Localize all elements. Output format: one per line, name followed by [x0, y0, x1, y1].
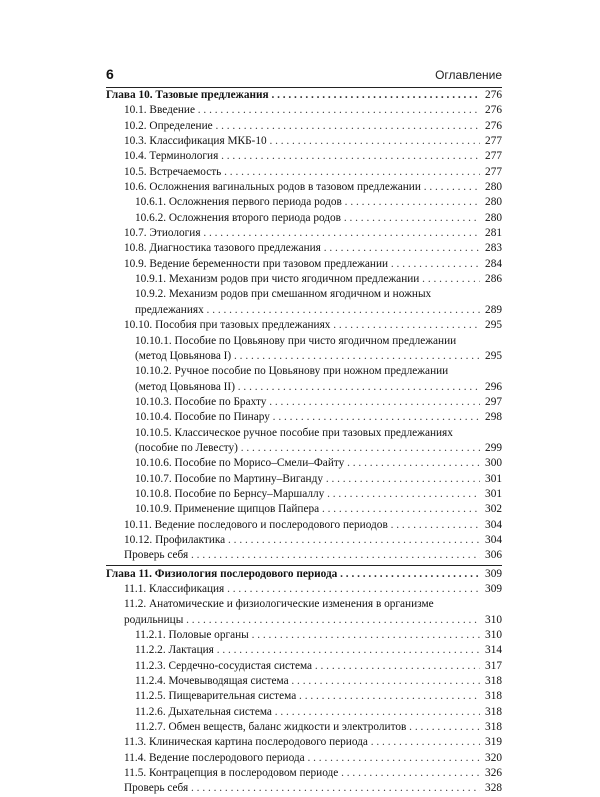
toc-entry-page: 314	[485, 644, 502, 657]
toc-entry	[106, 597, 502, 612]
toc-entry	[106, 318, 502, 333]
toc-entry-title: 10.10. Пособия при тазовых предлежаниях . . .	[106, 318, 480, 333]
toc-entry	[106, 659, 502, 674]
toc-entry-title: 10.10.7. Пособие по Мартину–Виганду . . .	[106, 472, 480, 487]
toc-entry	[106, 134, 502, 149]
toc-entry-page: 295	[485, 349, 502, 362]
toc-entry	[106, 410, 502, 425]
toc-entry-page: 280	[485, 211, 502, 224]
toc-entry-title: 10.4. Терминология . . .	[106, 149, 480, 164]
toc-entry	[106, 272, 502, 287]
toc-entry-page: 276	[485, 119, 502, 132]
toc-entry-page: 326	[485, 767, 502, 780]
toc-entry-page: 299	[485, 441, 502, 454]
toc-entry-title: 11.2. Анатомические и физиологические изменения в организме	[124, 598, 434, 611]
toc-entry	[106, 334, 502, 349]
toc-entry-title: 11.2.1. Половые органы . . .	[106, 628, 480, 643]
toc-entry-page: 277	[485, 135, 502, 148]
toc-entry	[106, 781, 502, 796]
toc-entry-title: 10.6.1. Осложнения первого периода родов . . .	[106, 195, 480, 210]
toc-entry-page: 317	[485, 659, 502, 672]
toc-entry-page: 277	[485, 150, 502, 163]
toc-entry-page: 281	[485, 227, 502, 240]
toc-entry-title: 10.11. Ведение последового и послеродового периодов . . .	[106, 518, 480, 533]
toc-entry	[106, 472, 502, 487]
toc-entry	[106, 119, 502, 134]
table-of-contents	[106, 88, 502, 797]
toc-entry-page: 302	[485, 503, 502, 516]
page-number: 6	[106, 66, 114, 82]
toc-entry-page: 318	[485, 705, 502, 718]
toc-entry-page: 304	[485, 533, 502, 546]
toc-entry	[106, 518, 502, 533]
toc-entry-page: 286	[485, 273, 502, 286]
toc-entry-page: 309	[485, 567, 502, 580]
toc-entry	[106, 441, 502, 456]
toc-entry-title: родильницы . . .	[106, 613, 480, 628]
toc-entry-title: 10.10.4. Пособие по Пинару . . .	[106, 410, 480, 425]
toc-entry-title: 10.10.2. Ручное пособие по Цовьянову при ножном предлежании	[135, 365, 449, 378]
toc-entry-title: 10.8. Диагностика тазового предлежания . . .	[106, 241, 480, 256]
toc-entry-title: 10.10.9. Применение щипцов Пайпера . . .	[106, 502, 480, 517]
toc-entry-page: 284	[485, 257, 502, 270]
toc-entry-page: 318	[485, 690, 502, 703]
toc-entry	[106, 674, 502, 689]
section-title: Оглавление	[435, 68, 502, 82]
toc-entry-title: (метод Цовьянова I) . . .	[106, 349, 480, 364]
toc-entry-title: 11.5. Контрацепция в послеродовом периоде . . .	[106, 766, 480, 781]
toc-entry-title: 11.2.4. Мочевыводящая система . . .	[106, 674, 480, 689]
toc-entry	[106, 720, 502, 735]
toc-entry-title: 10.7. Этиология . . .	[106, 226, 480, 241]
toc-entry-page: 298	[485, 411, 502, 424]
toc-entry-title: 10.6. Осложнения вагинальных родов в тазовом предлежании . . .	[106, 180, 480, 195]
toc-entry-page: 277	[485, 165, 502, 178]
toc-entry-title: 10.10.8. Пособие по Бернсу–Маршаллу . . .	[106, 487, 480, 502]
toc-entry	[106, 705, 502, 720]
toc-entry	[106, 548, 502, 563]
toc-entry	[106, 643, 502, 658]
toc-entry	[106, 533, 502, 548]
toc-entry	[106, 456, 502, 471]
toc-entry	[106, 395, 502, 410]
toc-entry	[106, 582, 502, 597]
toc-entry-page: 300	[485, 457, 502, 470]
toc-entry-page: 280	[485, 181, 502, 194]
toc-entry	[106, 426, 502, 441]
toc-entry-title: 11.2.5. Пищеварительная система . . .	[106, 689, 480, 704]
toc-entry-page: 306	[485, 549, 502, 562]
toc-entry-title: 10.9.1. Механизм родов при чисто ягодичном предлежании . . .	[106, 272, 480, 287]
toc-entry-title: 11.1. Классификация . . .	[106, 582, 480, 597]
toc-entry-title: 10.2. Определение . . .	[106, 119, 480, 134]
toc-entry-title: Глава 10. Тазовые предлежания . . .	[106, 88, 480, 103]
chapter-10-section	[106, 88, 502, 564]
toc-entry-title: 11.2.6. Дыхательная система . . .	[106, 705, 480, 720]
toc-entry-page: 310	[485, 629, 502, 642]
toc-entry	[106, 689, 502, 704]
toc-entry-title: 10.10.5. Классическое ручное пособие при тазовых предлежаниях	[135, 426, 453, 439]
toc-entry	[106, 380, 502, 395]
toc-entry	[106, 211, 502, 226]
toc-entry-title: 10.9.2. Механизм родов при смешанном ягодичном и ножных	[135, 288, 432, 301]
toc-entry-page: 283	[485, 242, 502, 255]
toc-entry	[106, 165, 502, 180]
toc-entry-page: 280	[485, 196, 502, 209]
toc-entry	[106, 180, 502, 195]
toc-entry	[106, 303, 502, 318]
toc-entry-page: 276	[485, 104, 502, 117]
toc-entry	[106, 195, 502, 210]
toc-entry	[106, 103, 502, 118]
toc-entry	[106, 257, 502, 272]
toc-entry-title: 10.5. Встречаемость . . .	[106, 165, 480, 180]
toc-entry-title: 11.3. Клиническая картина послеродового периода . . .	[106, 735, 480, 750]
toc-entry-page: 295	[485, 319, 502, 332]
toc-entry	[106, 613, 502, 628]
toc-entry-title: (метод Цовьянова II) . . .	[106, 380, 480, 395]
toc-entry-page: 319	[485, 736, 502, 749]
toc-entry-page: 328	[485, 782, 502, 795]
toc-entry-title: 10.10.1. Пособие по Цовьянову при чисто ягодичном предлежании	[135, 334, 457, 347]
toc-entry-title: 10.12. Профилактика . . .	[106, 533, 480, 548]
toc-entry	[106, 487, 502, 502]
toc-entry-title: предлежаниях . . .	[106, 303, 480, 318]
toc-entry	[106, 751, 502, 766]
toc-entry-title: 10.3. Классификация МКБ-10 . . .	[106, 134, 480, 149]
toc-entry-page: 318	[485, 675, 502, 688]
toc-chapter-entry	[106, 567, 502, 582]
toc-entry-title: 10.10.3. Пособие по Брахту . . .	[106, 395, 480, 410]
toc-entry-page: 296	[485, 380, 502, 393]
toc-entry-title: (пособие по Левесту) . . .	[106, 441, 480, 456]
toc-entry	[106, 364, 502, 379]
toc-entry-title: 10.1. Введение . . .	[106, 103, 480, 118]
toc-entry-title: 10.10.6. Пособие по Морисо–Смели–Файту . . .	[106, 456, 480, 471]
toc-entry	[106, 226, 502, 241]
chapter-11-section	[106, 567, 502, 797]
toc-entry	[106, 766, 502, 781]
toc-entry-title: Проверь себя . . .	[106, 548, 480, 563]
toc-entry-title: 11.4. Ведение послеродового периода . . .	[106, 751, 480, 766]
toc-entry-title: 11.2.2. Лактация . . .	[106, 643, 480, 658]
toc-entry	[106, 349, 502, 364]
toc-entry-page: 301	[485, 472, 502, 485]
toc-entry-page: 301	[485, 487, 502, 500]
toc-entry	[106, 735, 502, 750]
toc-entry-title: Проверь себя . . .	[106, 781, 480, 796]
toc-entry-title: Глава 11. Физиология послеродового периода . . .	[106, 567, 480, 582]
toc-chapter-entry	[106, 88, 502, 103]
toc-entry-page: 309	[485, 583, 502, 595]
toc-entry-title: 11.2.3. Сердечно-сосудистая система . . .	[106, 659, 480, 674]
toc-entry-title: 10.6.2. Осложнения второго периода родов . . .	[106, 211, 480, 226]
toc-entry-title: 10.9. Ведение беременности при тазовом предлежании . . .	[106, 257, 480, 272]
toc-entry-page: 310	[485, 613, 502, 626]
toc-entry-page: 289	[485, 303, 502, 316]
toc-entry-page: 297	[485, 395, 502, 408]
toc-entry	[106, 149, 502, 164]
toc-entry	[106, 287, 502, 302]
toc-entry-title: 11.2.7. Обмен веществ, баланс жидкости и электролитов . . .	[106, 720, 480, 735]
toc-entry-page: 276	[485, 89, 502, 101]
toc-entry-page: 320	[485, 751, 502, 764]
toc-entry	[106, 241, 502, 256]
toc-entry	[106, 628, 502, 643]
toc-entry	[106, 502, 502, 517]
toc-entry-page: 304	[485, 518, 502, 531]
toc-entry-page: 318	[485, 721, 502, 734]
